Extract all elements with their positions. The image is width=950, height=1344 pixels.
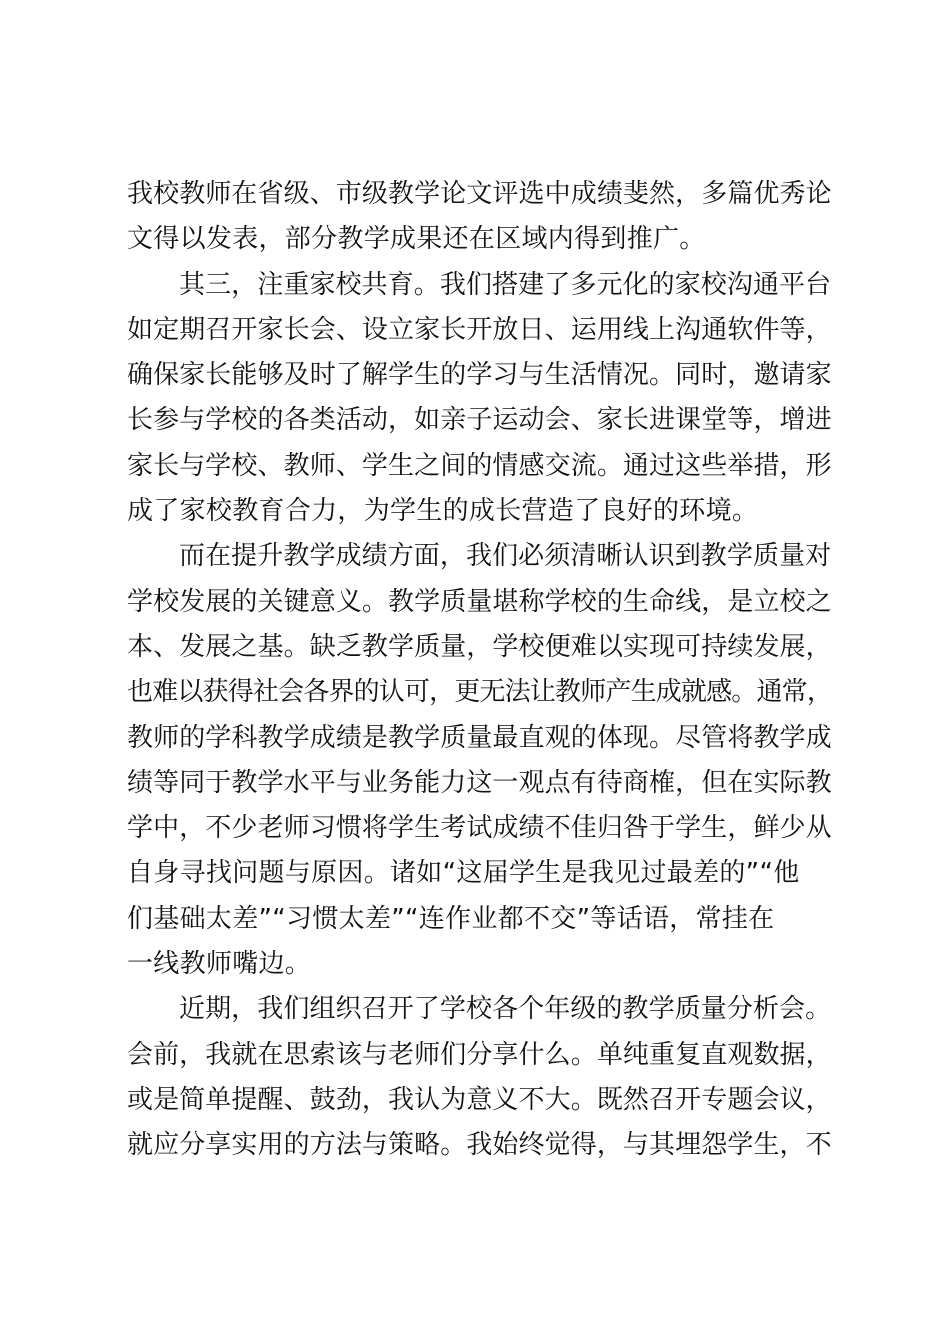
text-line: 如定期召开家长会、设立家长开放日、运用线上沟通软件等， bbox=[127, 314, 832, 345]
text-line: 长参与学校的各类活动，如亲子运动会、家长进课堂等，增进 bbox=[127, 405, 832, 436]
text-line: 确保家长能够及时了解学生的学习与生活情况。同时，邀请家 bbox=[127, 360, 832, 391]
text-line: 近期，我们组织召开了学校各个年级的教学质量分析会。 bbox=[179, 994, 832, 1025]
text-line: 而在提升教学成绩方面，我们必须清晰认识到教学质量对 bbox=[179, 541, 832, 572]
text-line: 会前，我就在思索该与老师们分享什么。单纯重复直观数据， bbox=[127, 1039, 832, 1070]
text-line: 们基础太差”“习惯太差”“连作业都不交”等话语，常挂在 bbox=[127, 903, 775, 934]
text-line: 自身寻找问题与原因。诸如“这届学生是我见过最差的”“他 bbox=[127, 858, 800, 889]
text-line: 成了家校教育合力，为学生的成长营造了良好的环境。 bbox=[127, 496, 759, 527]
text-line: 文得以发表，部分教学成果还在区域内得到推广。 bbox=[127, 224, 706, 255]
text-line: 就应分享实用的方法与策略。我始终觉得，与其埋怨学生，不 bbox=[127, 1130, 832, 1161]
body-text bbox=[127, 172, 833, 1169]
text-line: 本、发展之基。缺乏教学质量，学校便难以实现可持续发展， bbox=[127, 631, 832, 662]
text-line: 也难以获得社会各界的认可，更无法让教师产生成就感。通常， bbox=[127, 677, 833, 708]
text-line: 家长与学校、教师、学生之间的情感交流。通过这些举措，形 bbox=[127, 450, 832, 481]
text-line: 我校教师在省级、市级教学论文评选中成绩斐然，多篇优秀论 bbox=[127, 179, 832, 209]
text-line: 绩等同于教学水平与业务能力这一观点有待商榷，但在实际教 bbox=[127, 767, 832, 798]
text-line: 教师的学科教学成绩是教学质量最直观的体现。尽管将教学成 bbox=[127, 722, 832, 753]
text-line: 或是简单提醒、鼓劲，我认为意义不大。既然召开专题会议， bbox=[127, 1084, 832, 1115]
text-line: 一线教师嘴边。 bbox=[127, 949, 312, 980]
text-line: 学校发展的关键意义。教学质量堪称学校的生命线，是立校之 bbox=[127, 586, 832, 617]
text-line: 学中，不少老师习惯将学生考试成绩不佳归咎于学生，鲜少从 bbox=[127, 813, 832, 844]
text-line: 其三，注重家校共育。我们搭建了多元化的家校沟通平台 bbox=[179, 269, 832, 300]
